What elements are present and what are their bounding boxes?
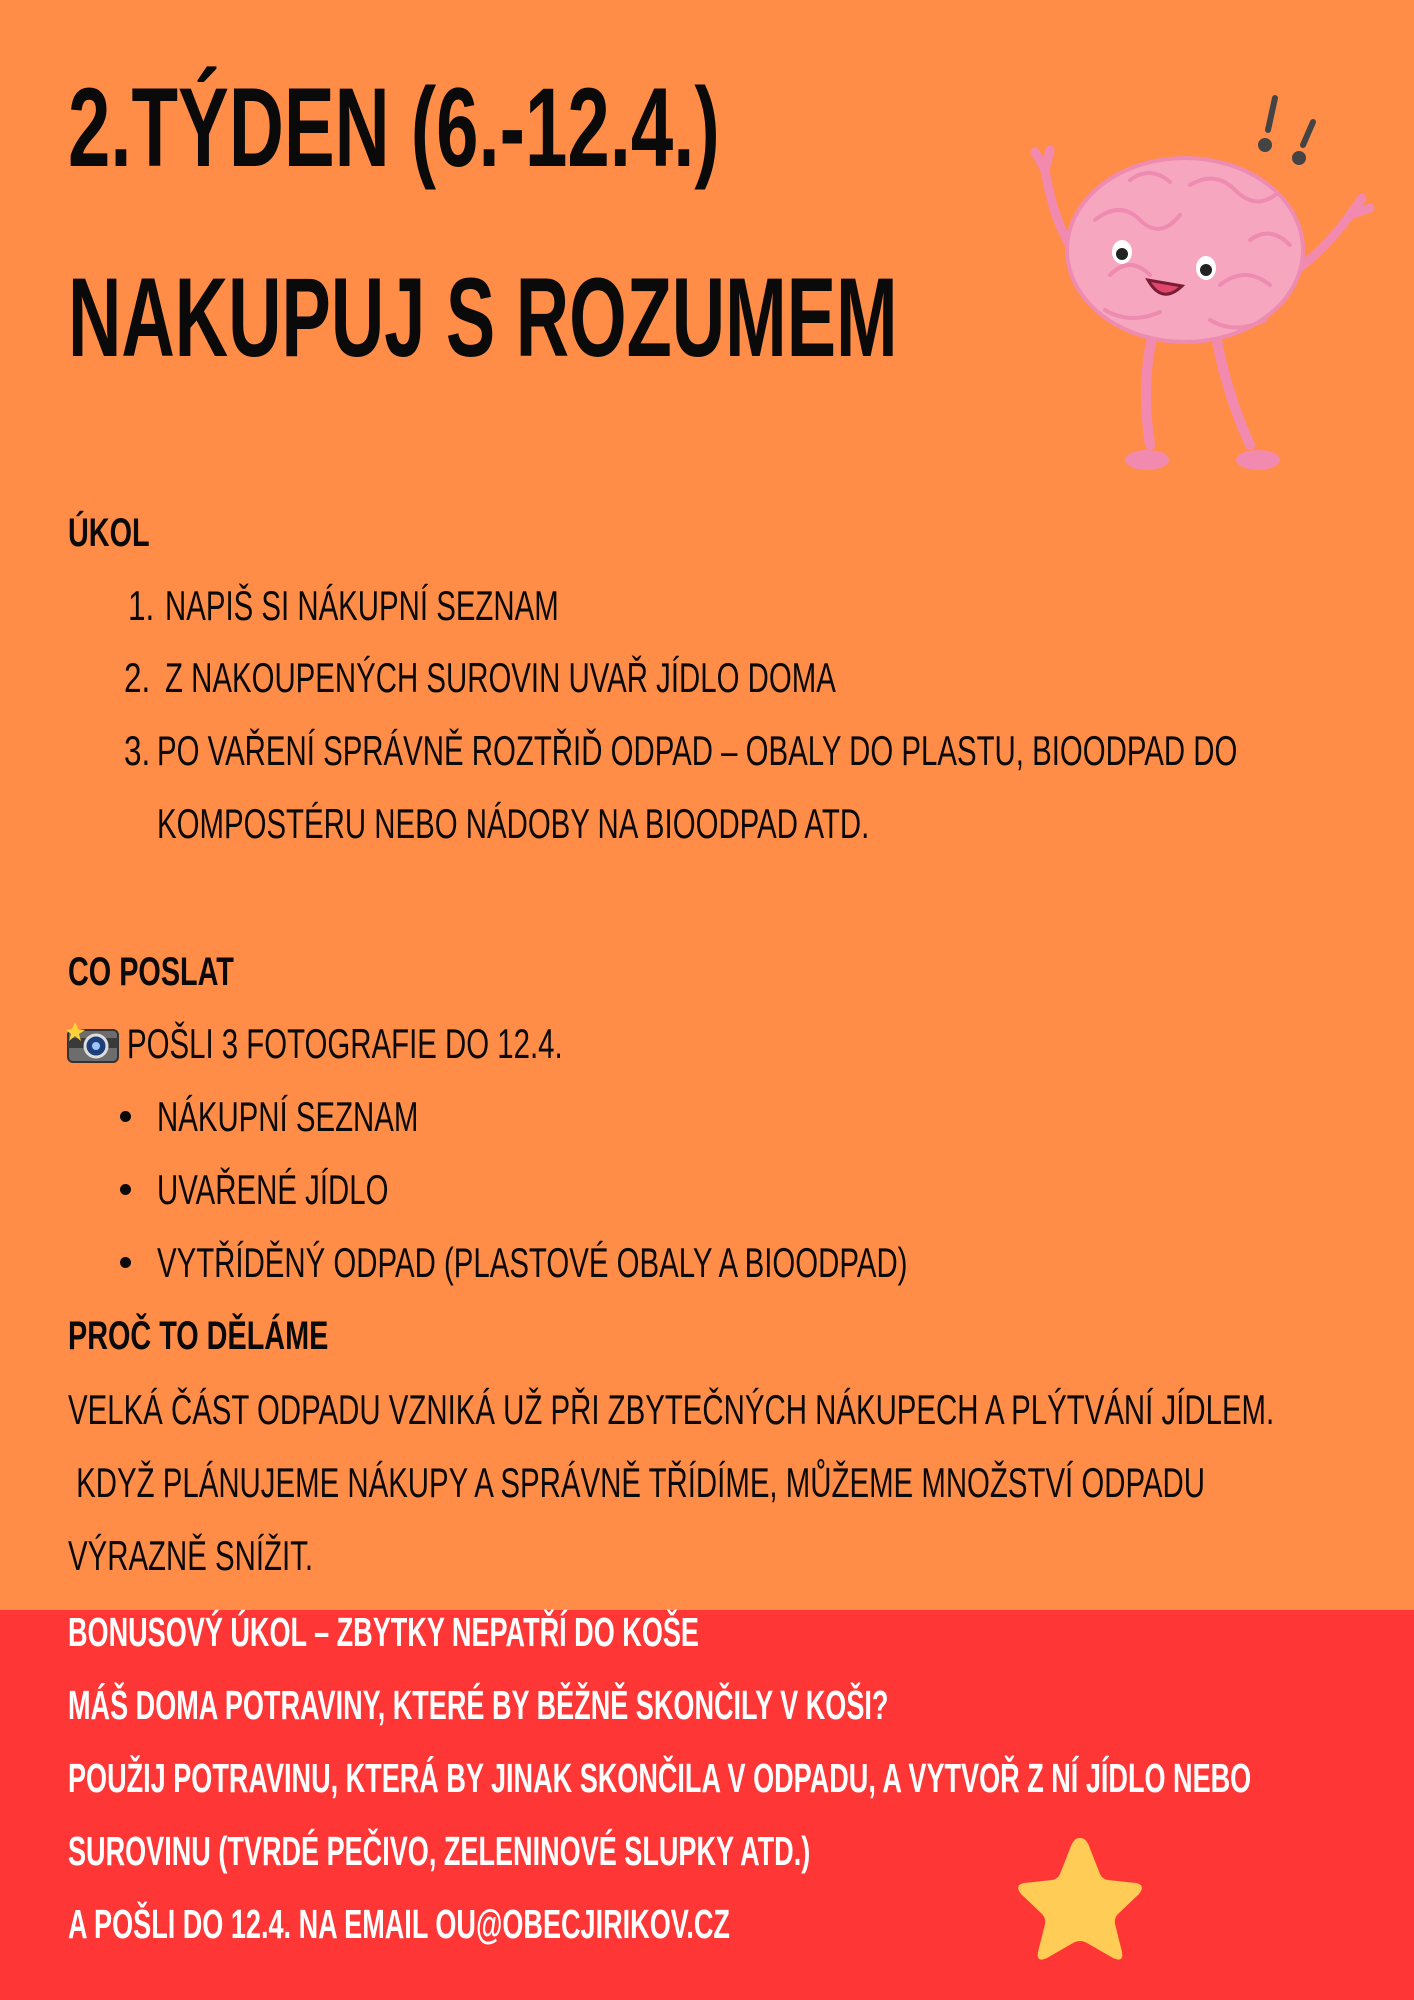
page-title-line-2: NAKUPUJ S ROZUMEM (68, 255, 898, 380)
why-heading: PROČ TO DĚLÁME (68, 1314, 329, 1358)
send-bullet-1: NÁKUPNÍ SEZNAM (157, 1093, 419, 1140)
bullet-dot (120, 1257, 131, 1268)
why-text-line-1: VELKÁ ČÁST ODPADU VZNIKÁ UŽ PŘI ZBYTEČNÝCH NÁKUPECH A PLÝTVÁNÍ JÍDLEM. (68, 1386, 1275, 1433)
task-heading: ÚKOL (68, 511, 150, 555)
bonus-text-line-3: SUROVINU (TVRDÉ PEČIVO, ZELENINOVÉ SLUPKY ATD.) (68, 1828, 811, 1874)
why-text-line-2: KDYŽ PLÁNUJEME NÁKUPY A SPRÁVNĚ TŘÍDÍME, MŮŽEME MNOŽSTVÍ ODPADU (68, 1459, 1205, 1506)
bonus-text-line-2: POUŽIJ POTRAVINU, KTERÁ BY JINAK SKONČILA V ODPADU, A VYTVOŘ Z NÍ JÍDLO NEBO (68, 1755, 1252, 1801)
task-item-2: Z NAKOUPENÝCH SUROVIN UVAŘ JÍDLO DOMA (165, 654, 836, 701)
task-item-3-continued: KOMPOSTÉRU NEBO NÁDOBY NA BIOODPAD ATD. (157, 800, 870, 847)
bonus-heading: BONUSOVÝ ÚKOL – ZBYTKY NEPATŘÍ DO KOŠE (68, 1609, 699, 1655)
bonus-section (0, 1610, 1414, 2000)
task-item-1: NAPIŠ SI NÁKUPNÍ SEZNAM (165, 582, 559, 629)
camera-flash-icon (66, 1020, 120, 1064)
task-number-3: 3. (124, 727, 151, 774)
why-text-line-3: VÝRAZNĚ SNÍŽIT. (68, 1532, 314, 1579)
send-bullet-2: UVAŘENÉ JÍDLO (157, 1166, 389, 1213)
send-intro: POŠLI 3 FOTOGRAFIE DO 12.4. (127, 1020, 563, 1067)
star-icon (1010, 1832, 1150, 1966)
send-bullet-3: VYTŘÍDĚNÝ ODPAD (PLASTOVÉ OBALY A BIOODPAD) (157, 1239, 908, 1286)
brain-mascot-icon (1010, 90, 1390, 490)
bonus-text-line-1: MÁŠ DOMA POTRAVINY, KTERÉ BY BĚŽNĚ SKONČILY V KOŠI? (68, 1682, 889, 1728)
bonus-text-line-4: A POŠLI DO 12.4. NA EMAIL OU@OBECJIRIKOV.CZ (68, 1901, 730, 1947)
bullet-dot (120, 1184, 131, 1195)
task-number-2: 2. (124, 654, 151, 701)
task-number-1: 1. (128, 582, 155, 629)
page-title-line-1: 2.TÝDEN (6.-12.4.) (68, 65, 720, 190)
bullet-dot (120, 1111, 131, 1122)
task-item-3: PO VAŘENÍ SPRÁVNĚ ROZTŘIĎ ODPAD – OBALY DO PLASTU, BIOODPAD DO (157, 727, 1238, 774)
send-heading: CO POSLAT (68, 950, 234, 994)
